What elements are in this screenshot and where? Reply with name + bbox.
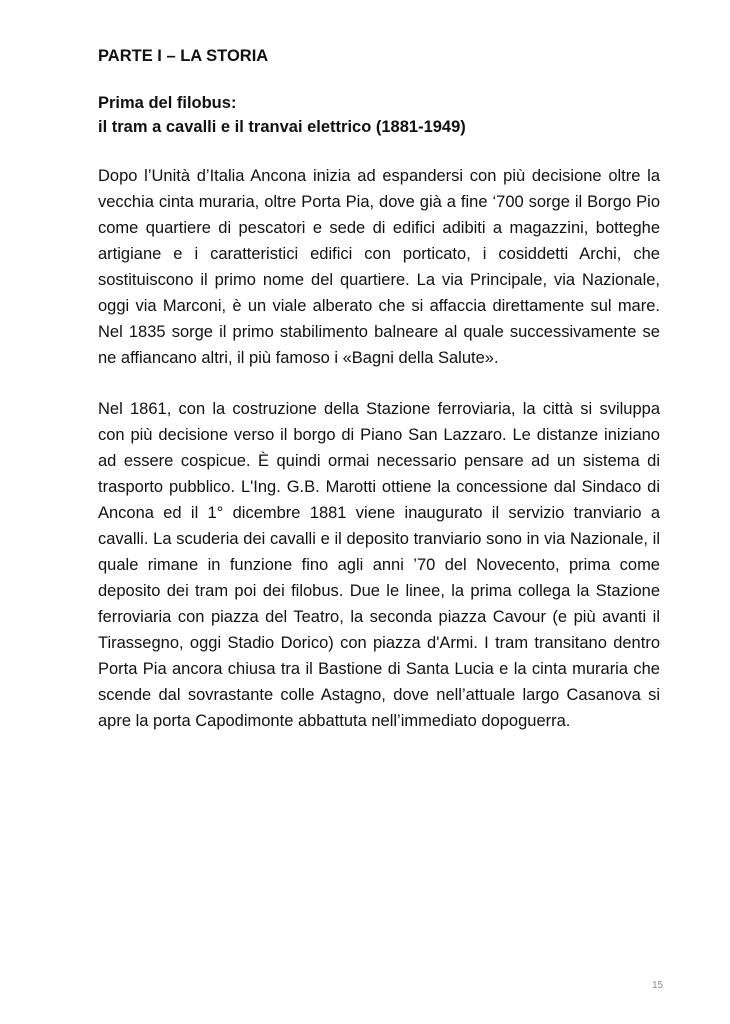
part-title: PARTE I – LA STORIA xyxy=(98,47,269,65)
document-page xyxy=(98,44,660,734)
chapter-title-line-1: Prima del filobus: xyxy=(98,94,237,112)
chapter-title-line-2: il tram a cavalli e il tranvai elettrico (1881-1949) xyxy=(98,118,466,136)
chapter-title xyxy=(98,91,660,139)
body-paragraph-2: Nel 1861, con la costruzione della Stazione ferroviaria, la città si sviluppa con più decisione verso il borgo di Piano San Lazzaro. Le distanze iniziano ad essere cospicue. È quindi ormai necessario pensare ad un sistema di trasporto pubblico. L'Ing. G.B. Marotti ottiene la concessione dal Sindaco di Ancona ed il 1° dicembre 1881 viene inaugurato il servizio tranviario a cavalli. La scuderia dei cavalli e il deposito tranviario sono in via Nazionale, il quale rimane in funzione fino agli anni ’70 del Novecento, prima come deposito dei tram poi dei filobus. Due le linee, la prima collega la Stazione ferroviaria con piazza del Teatro, la seconda piazza Cavour (e più avanti il Tirassegno, oggi Stadio Dorico) con piazza d'Armi. I tram transitano dentro Porta Pia ancora chiusa tra il Bastione di Santa Lucia e la cinta muraria che scende dal sovrastante colle Astagno, dove nell’attuale largo Casanova si apre la porta Capodimonte abbattuta nell’immediato dopoguerra. xyxy=(98,400,660,730)
page-number: 15 xyxy=(652,980,664,991)
body-paragraph-1: Dopo l’Unità d’Italia Ancona inizia ad espandersi con più decisione oltre la vecchia cinta muraria, oltre Porta Pia, dove già a fine ‘700 sorge il Borgo Pio come quartiere di pescatori e sede di edifici adibiti a magazzini, botteghe artigiane e i caratteristici edifici con porticato, i cosiddetti Archi, che sostituiscono il primo nome del quartiere. La via Principale, via Nazionale, oggi via Marconi, è un viale alberato che si affaccia direttamente sul mare. Nel 1835 sorge il primo stabilimento balneare al quale successivamente se ne affiancano altri, il più famoso i «Bagni della Salute». xyxy=(98,167,660,367)
